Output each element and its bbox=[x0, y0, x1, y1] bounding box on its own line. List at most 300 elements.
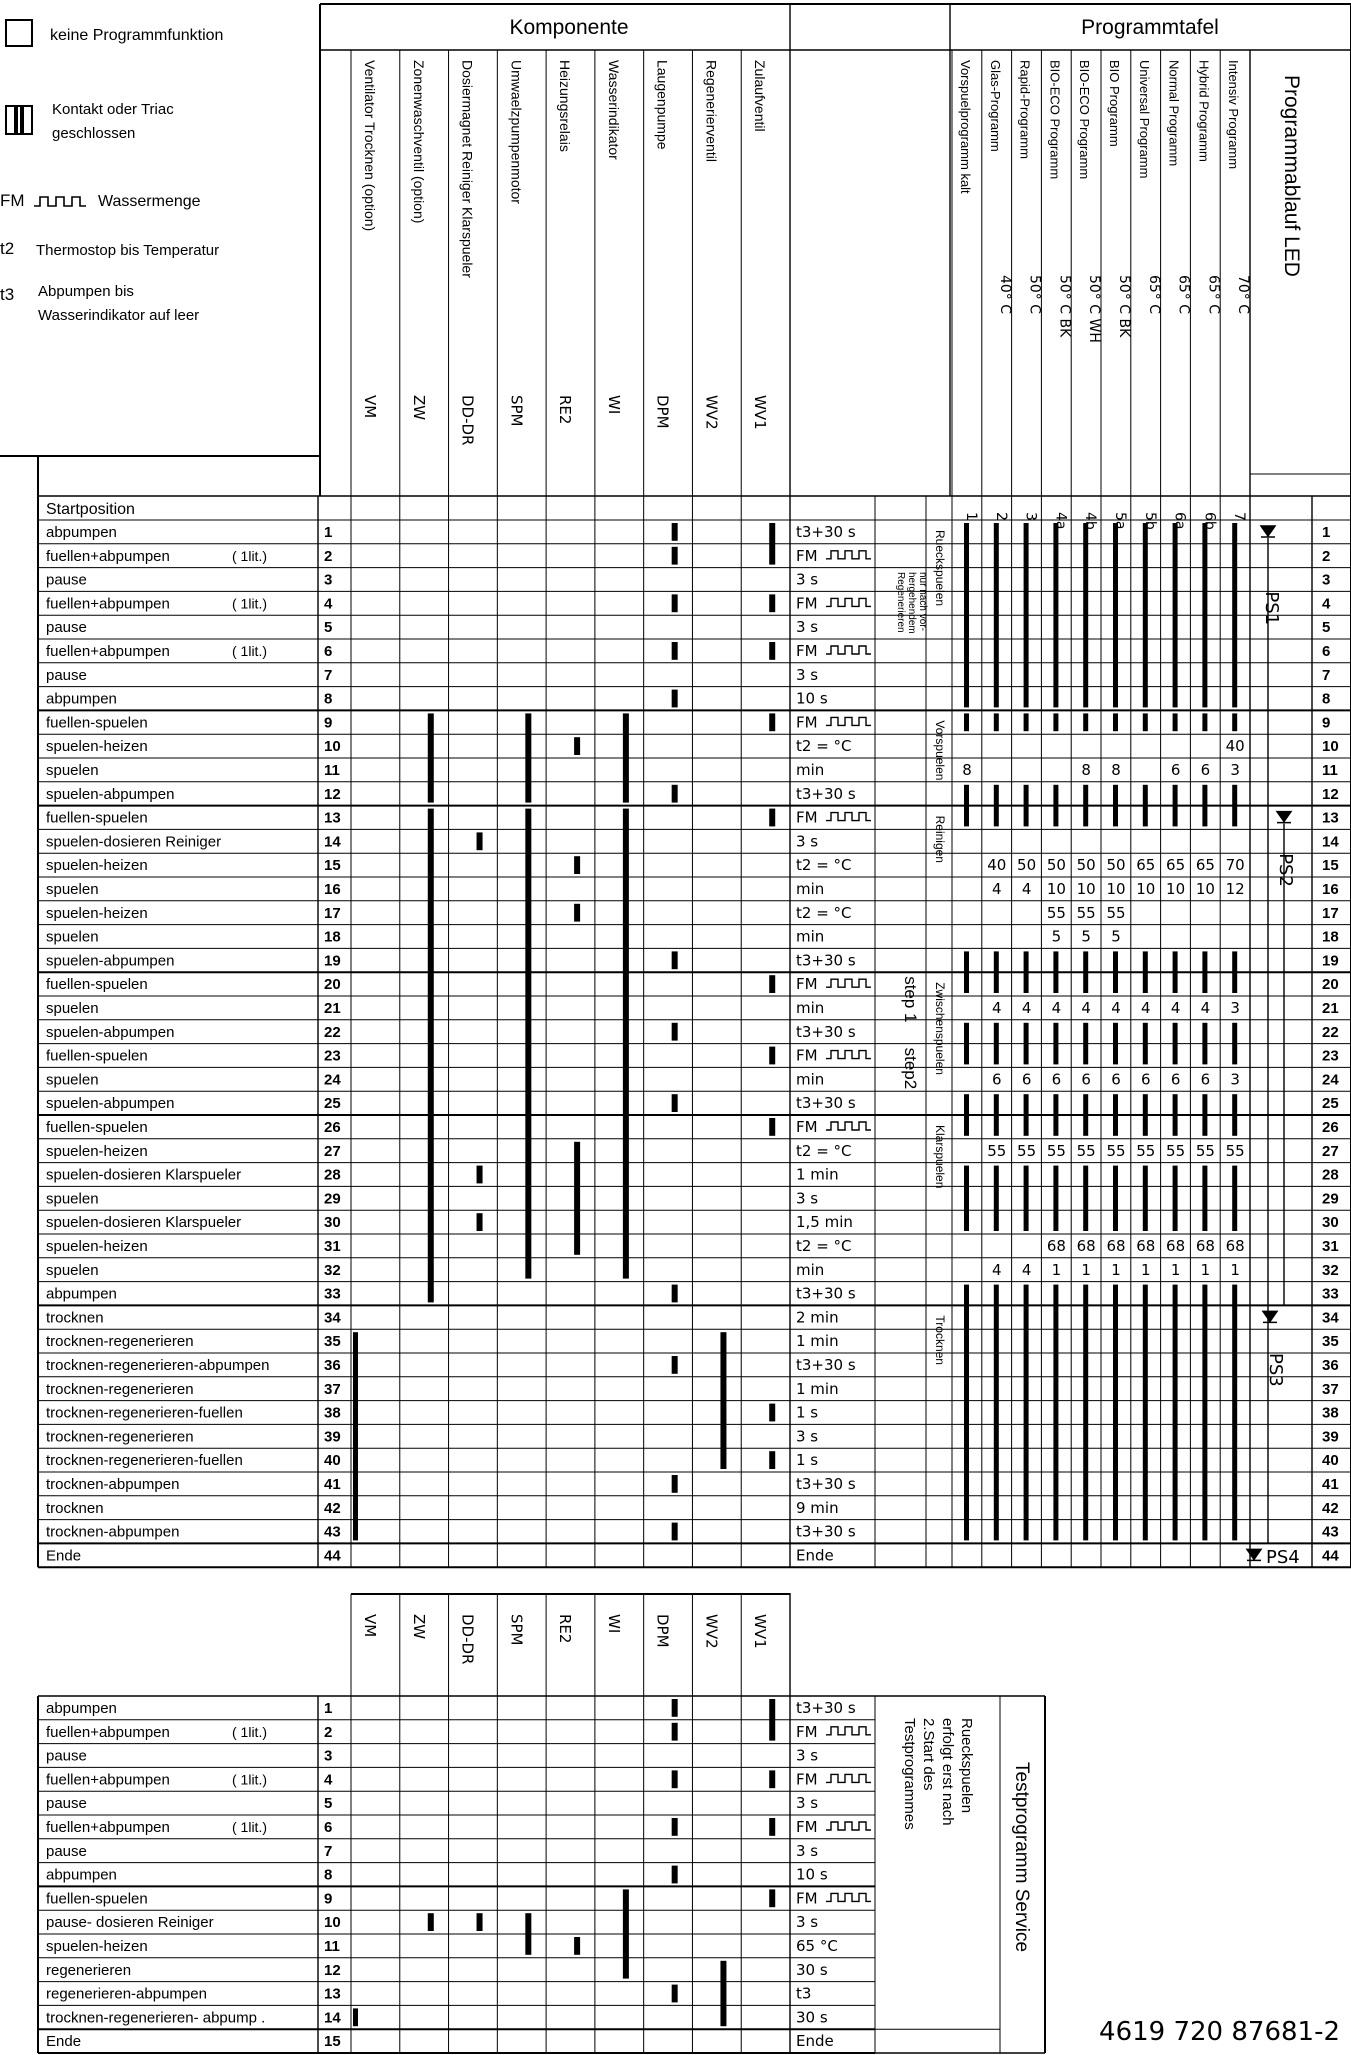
program-id: 6b bbox=[1201, 512, 1218, 530]
step-number: 13 bbox=[324, 809, 341, 827]
value-cell: 55 bbox=[987, 1141, 1007, 1160]
program-bar bbox=[1083, 713, 1088, 731]
step-name: trocknen-abpumpen bbox=[46, 1476, 180, 1493]
step-number: 31 bbox=[324, 1238, 341, 1255]
value-cell: 6 bbox=[992, 1070, 1002, 1089]
component-code: DPM bbox=[653, 395, 672, 429]
program-bar bbox=[994, 1285, 999, 1541]
program-name: Rapid-Programm bbox=[1017, 60, 1033, 159]
service-bar bbox=[623, 1889, 629, 1978]
step-time: FM bbox=[796, 546, 818, 565]
legend-fm-text: Wassermenge bbox=[98, 193, 201, 210]
service-step-name: trocknen-regenerieren- abpump . bbox=[46, 2009, 266, 2027]
value-cell: 68 bbox=[1136, 1237, 1156, 1255]
service-step-name: Ende bbox=[46, 2033, 82, 2051]
step-time: t3+30 s bbox=[796, 784, 856, 803]
service-step-time: 3 s bbox=[796, 1841, 819, 1860]
component-name: Dosiermagnet Reiniger Klarspueler bbox=[459, 60, 476, 278]
program-bar bbox=[994, 1023, 999, 1065]
step-name: spuelen-heizen bbox=[46, 857, 148, 875]
value-cell: 55 bbox=[1166, 1141, 1186, 1160]
program-bar bbox=[1232, 523, 1237, 707]
program-bar bbox=[994, 1094, 999, 1136]
step-time: 1 min bbox=[796, 1332, 839, 1351]
component-bar bbox=[672, 951, 678, 969]
value-cell: 4 bbox=[992, 880, 1002, 898]
program-id: 4a bbox=[1052, 512, 1069, 530]
program-bar bbox=[1113, 785, 1118, 827]
component-bar bbox=[769, 594, 775, 612]
led-row-number: 25 bbox=[1322, 1095, 1339, 1113]
step-number: 27 bbox=[324, 1142, 341, 1160]
program-bar bbox=[1113, 1166, 1118, 1231]
step-time: 1,5 min bbox=[796, 1213, 853, 1232]
component-bar bbox=[769, 975, 775, 993]
component-code: RE2 bbox=[556, 395, 575, 425]
step-name: fuellen-spuelen bbox=[46, 1119, 148, 1136]
led-row-number: 20 bbox=[1322, 976, 1339, 994]
step-name: spuelen bbox=[46, 1000, 99, 1017]
led-row-number: 7 bbox=[1322, 666, 1331, 684]
program-bar bbox=[1053, 1166, 1058, 1231]
value-cell: 10 bbox=[1076, 880, 1096, 898]
service-step-name: fuellen+abpumpen bbox=[46, 1723, 170, 1741]
component-bar bbox=[672, 690, 678, 708]
service-component-code: DD-DR bbox=[458, 1614, 477, 1665]
program-bar bbox=[994, 951, 999, 993]
service-step-time: FM bbox=[796, 1889, 818, 1908]
program-id: 6a bbox=[1171, 512, 1188, 530]
led-row-number: 23 bbox=[1322, 1047, 1339, 1065]
step-time: 9 min bbox=[796, 1498, 839, 1517]
service-step-time: 3 s bbox=[796, 1746, 819, 1765]
service-note: Testprogrammes bbox=[901, 1718, 918, 1830]
programmtafel-title: Programmtafel bbox=[1081, 16, 1219, 39]
step-time: 3 s bbox=[796, 665, 819, 684]
pulse-icon bbox=[826, 1122, 871, 1130]
step-time: min bbox=[796, 927, 825, 946]
step-number: 4 bbox=[324, 595, 333, 613]
step-name: spuelen bbox=[46, 762, 99, 779]
service-bar bbox=[720, 1961, 726, 2026]
legend-t3-2: Wasserindikator auf leer bbox=[38, 307, 200, 324]
step-name: abpumpen bbox=[46, 690, 117, 708]
value-cell: 68 bbox=[1225, 1237, 1245, 1255]
led-row-number: 33 bbox=[1322, 1285, 1339, 1303]
step-time: t3+30 s bbox=[796, 1094, 856, 1113]
program-bar bbox=[1173, 523, 1178, 707]
service-step-number: 2 bbox=[324, 1723, 333, 1741]
component-bar bbox=[769, 1404, 775, 1422]
phase-sub: step2 bbox=[901, 1047, 920, 1090]
value-cell: 10 bbox=[1195, 880, 1215, 898]
program-bar bbox=[1053, 785, 1058, 827]
program-bar bbox=[1113, 951, 1118, 993]
program-bar bbox=[1143, 785, 1148, 827]
service-step-number: 6 bbox=[324, 1819, 333, 1836]
value-cell: 1 bbox=[1230, 1260, 1240, 1279]
step-time: 3 s bbox=[796, 570, 819, 589]
value-cell: 6 bbox=[1141, 1070, 1151, 1089]
value-cell: 6 bbox=[1081, 1070, 1091, 1089]
program-bar bbox=[1143, 1285, 1148, 1541]
step-name: spuelen-abpumpen bbox=[46, 785, 175, 803]
step-name: pause bbox=[46, 666, 87, 684]
component-bar bbox=[672, 1023, 678, 1041]
component-bar bbox=[574, 1142, 580, 1255]
program-bar bbox=[1173, 1166, 1178, 1231]
step-name: fuellen-spuelen bbox=[46, 1047, 148, 1065]
component-name: Ventilator Trocknen (option) bbox=[362, 60, 378, 232]
component-code: DD-DR bbox=[458, 395, 477, 446]
service-step-number: 4 bbox=[324, 1771, 333, 1789]
component-bar bbox=[672, 1285, 678, 1303]
program-bar bbox=[1083, 1094, 1088, 1136]
value-cell: 55 bbox=[1106, 1141, 1126, 1160]
service-bar bbox=[769, 1770, 775, 1788]
legend-contact-2: geschlossen bbox=[52, 125, 136, 142]
program-bar bbox=[1083, 523, 1088, 707]
program-bar bbox=[1083, 785, 1088, 827]
led-row-number: 13 bbox=[1322, 809, 1339, 827]
legend-t2-text: Thermostop bis Temperatur bbox=[36, 242, 220, 259]
led-row-number: 39 bbox=[1322, 1428, 1339, 1446]
component-bar bbox=[720, 1332, 726, 1469]
program-bar bbox=[1202, 1166, 1207, 1231]
service-step-name: fuellen-spuelen bbox=[46, 1890, 148, 1908]
service-step-name: pause- dosieren Reiniger bbox=[46, 1914, 214, 1932]
component-bar bbox=[477, 1166, 483, 1184]
step-time: min bbox=[796, 1260, 825, 1279]
program-bar bbox=[1024, 785, 1029, 827]
value-cell: 1 bbox=[1200, 1260, 1211, 1279]
led-row-number: 35 bbox=[1322, 1333, 1339, 1351]
value-cell: 5 bbox=[1081, 927, 1091, 946]
step-time: Ende bbox=[796, 1546, 834, 1565]
pulse-icon bbox=[826, 598, 871, 606]
marker-icon bbox=[1263, 1311, 1277, 1322]
program-bar bbox=[1202, 1094, 1207, 1136]
service-step-time: 30 s bbox=[796, 2008, 828, 2027]
program-bar bbox=[1232, 713, 1237, 731]
value-cell: 68 bbox=[1046, 1237, 1066, 1255]
step-number: 7 bbox=[324, 666, 333, 684]
step-name: abpumpen bbox=[46, 524, 117, 541]
value-cell: 55 bbox=[1106, 903, 1126, 922]
service-step-extra: ( 1lit.) bbox=[232, 1819, 267, 1835]
value-cell: 4 bbox=[1141, 999, 1151, 1017]
service-step-number: 13 bbox=[324, 1985, 341, 2003]
component-bar bbox=[525, 809, 531, 1279]
ps-label: PS2 bbox=[1275, 853, 1296, 887]
component-name: Wasserindikator bbox=[605, 60, 622, 160]
step-time: 10 s bbox=[796, 689, 828, 708]
step-number: 38 bbox=[324, 1404, 341, 1422]
service-bar bbox=[672, 1818, 678, 1836]
program-bar bbox=[1053, 951, 1058, 993]
step-number: 28 bbox=[324, 1166, 341, 1184]
component-bar bbox=[672, 547, 678, 565]
service-bar bbox=[353, 2008, 358, 2026]
service-step-extra: ( 1lit.) bbox=[232, 1771, 267, 1788]
step-time: t3+30 s bbox=[796, 1475, 856, 1493]
step-time: 1 min bbox=[796, 1379, 839, 1398]
step-number: 3 bbox=[324, 571, 333, 589]
service-component-code: DPM bbox=[653, 1614, 672, 1648]
service-bar bbox=[525, 1913, 531, 1955]
program-bar bbox=[1024, 1023, 1029, 1065]
program-name: BIO Programm bbox=[1107, 60, 1122, 147]
program-id: 4b bbox=[1082, 512, 1099, 530]
service-step-time: Ende bbox=[796, 2032, 834, 2051]
program-temp: 70° C bbox=[1235, 275, 1252, 315]
step-time: FM bbox=[796, 713, 818, 732]
step-number: 9 bbox=[324, 714, 333, 732]
step-name: fuellen-spuelen bbox=[46, 714, 148, 732]
step-time: FM bbox=[796, 642, 818, 660]
value-cell: 70 bbox=[1225, 856, 1245, 875]
step-time: t2 = °C bbox=[796, 903, 852, 922]
value-cell: 4 bbox=[1200, 999, 1211, 1017]
step-number: 6 bbox=[324, 643, 333, 660]
service-bar bbox=[574, 1937, 580, 1955]
step-time: t3+30 s bbox=[796, 523, 856, 541]
program-bar bbox=[1053, 1094, 1058, 1136]
step-time: t3+30 s bbox=[796, 1284, 856, 1303]
program-bar bbox=[1143, 523, 1148, 707]
service-bar bbox=[769, 1889, 775, 1907]
service-step-number: 8 bbox=[324, 1866, 333, 1884]
component-bar bbox=[672, 642, 678, 660]
step-extra: ( 1lit.) bbox=[232, 547, 267, 564]
service-step-number: 11 bbox=[324, 1938, 340, 1955]
program-id: 7 bbox=[1231, 512, 1248, 521]
step-name: spuelen-heizen bbox=[46, 1142, 148, 1160]
step-time: 3 s bbox=[796, 1189, 819, 1208]
legend-fm-sym: FM bbox=[0, 191, 25, 210]
pulse-icon bbox=[826, 1727, 871, 1735]
service-bar bbox=[672, 1866, 678, 1884]
program-bar bbox=[1232, 1023, 1237, 1065]
step-name: trocknen-regenerieren bbox=[46, 1380, 194, 1398]
service-step-number: 1 bbox=[324, 1700, 333, 1717]
program-name: BIO-ECO Programm bbox=[1077, 60, 1093, 180]
component-bar bbox=[574, 904, 580, 922]
program-bar bbox=[964, 523, 969, 707]
value-cell: 10 bbox=[1166, 880, 1186, 898]
ps-label: PS1 bbox=[1261, 591, 1282, 626]
step-time: FM bbox=[796, 975, 818, 994]
component-bar bbox=[672, 1475, 678, 1493]
component-bar bbox=[769, 713, 775, 731]
phase-label: Rueckspuelen bbox=[933, 530, 947, 607]
program-bar bbox=[1143, 951, 1148, 993]
value-cell: 4 bbox=[992, 999, 1002, 1017]
service-step-name: fuellen+abpumpen bbox=[46, 1819, 170, 1836]
component-bar bbox=[672, 1356, 678, 1374]
step-time: FM bbox=[796, 1118, 818, 1136]
value-cell: 3 bbox=[1230, 761, 1240, 779]
step-time: 3 s bbox=[796, 1427, 819, 1446]
service-bar bbox=[672, 1723, 678, 1741]
step-name: spuelen-dosieren Reiniger bbox=[46, 833, 222, 851]
component-code: WV2 bbox=[702, 395, 721, 430]
service-note: 2.Start des bbox=[920, 1718, 937, 1791]
led-row-number: 31 bbox=[1322, 1238, 1339, 1255]
led-row-number: 5 bbox=[1322, 619, 1331, 637]
step-number: 23 bbox=[324, 1047, 341, 1065]
led-row-number: 6 bbox=[1322, 643, 1331, 660]
step-time: 1 s bbox=[796, 1451, 819, 1470]
component-bar bbox=[574, 737, 580, 755]
component-bar bbox=[477, 832, 483, 850]
legend bbox=[0, 20, 223, 324]
pulse-icon bbox=[826, 1893, 871, 1901]
step-number: 11 bbox=[324, 762, 340, 779]
program-bar bbox=[964, 713, 969, 731]
value-cell: 4 bbox=[1021, 1260, 1032, 1279]
value-cell: 1 bbox=[1141, 1260, 1151, 1279]
phase-sub: step 1 bbox=[901, 976, 920, 1023]
service-step-name: spuelen-heizen bbox=[46, 1938, 148, 1955]
program-bar bbox=[1113, 1023, 1118, 1065]
step-extra: ( 1lit.) bbox=[232, 595, 267, 612]
phase-sub: nur nach vor- bbox=[917, 572, 928, 631]
program-bar bbox=[1232, 1166, 1237, 1231]
step-name: fuellen+abpumpen bbox=[46, 547, 170, 565]
led-row-number: 4 bbox=[1322, 595, 1331, 613]
led-row-number: 3 bbox=[1322, 571, 1331, 589]
component-code: WV1 bbox=[751, 395, 770, 430]
program-bar bbox=[1024, 523, 1029, 707]
service-bar bbox=[769, 1818, 775, 1836]
component-name: Zonenwaschventil (option) bbox=[410, 60, 427, 224]
value-cell: 1 bbox=[1111, 1260, 1121, 1279]
service-step-time: 3 s bbox=[796, 1794, 819, 1813]
value-cell: 8 bbox=[962, 761, 972, 779]
step-name: trocknen-regenerieren bbox=[46, 1428, 194, 1446]
program-temp: 65° C bbox=[1175, 275, 1192, 315]
led-row-number: 44 bbox=[1322, 1547, 1339, 1565]
value-cell: 68 bbox=[1076, 1237, 1096, 1255]
value-cell: 55 bbox=[1076, 903, 1096, 922]
program-bar bbox=[1053, 1285, 1058, 1541]
component-bar bbox=[672, 1094, 678, 1112]
service-step-time: FM bbox=[796, 1722, 818, 1741]
component-code: ZW bbox=[409, 395, 428, 421]
ps-label: PS4 bbox=[1266, 1547, 1300, 1569]
step-name: trocknen bbox=[46, 1309, 104, 1327]
legend-t3-sym: t3 bbox=[0, 285, 15, 304]
led-row-number: 21 bbox=[1322, 1000, 1339, 1017]
value-cell: 4 bbox=[1021, 999, 1032, 1017]
service-step-name: fuellen+abpumpen bbox=[46, 1771, 170, 1789]
value-cell: 3 bbox=[1230, 999, 1240, 1017]
service-step-time: t3+30 s bbox=[796, 1699, 856, 1717]
program-bar bbox=[1173, 951, 1178, 993]
component-bar bbox=[623, 713, 629, 802]
program-bar bbox=[1143, 1166, 1148, 1231]
service-step-name: pause bbox=[46, 1795, 87, 1813]
service-step-number: 15 bbox=[324, 2033, 341, 2051]
service-bar bbox=[672, 1770, 678, 1788]
service-component-code: WV2 bbox=[702, 1614, 721, 1649]
program-bar bbox=[1202, 713, 1207, 731]
service-step-time: FM bbox=[796, 1770, 818, 1789]
value-cell: 4 bbox=[1170, 999, 1181, 1017]
program-bar bbox=[964, 951, 969, 993]
program-bar bbox=[1083, 1166, 1088, 1231]
pulse-icon bbox=[826, 813, 871, 821]
program-bar bbox=[1232, 1094, 1237, 1136]
pulse-icon bbox=[826, 1051, 871, 1059]
program-bar bbox=[1083, 1285, 1088, 1541]
legend-contact-1: Kontakt oder Triac bbox=[52, 101, 174, 118]
component-bar bbox=[769, 642, 775, 660]
program-bar bbox=[1053, 1023, 1058, 1065]
step-number: 1 bbox=[324, 524, 333, 541]
pulse-icon bbox=[826, 646, 871, 654]
service-step-name: abpumpen bbox=[46, 1866, 117, 1884]
component-name: Heizungsrelais bbox=[557, 60, 574, 152]
led-row-number: 29 bbox=[1322, 1190, 1339, 1208]
phase-label: Klarspuelen bbox=[933, 1125, 947, 1189]
step-name: trocknen-regenerieren-fuellen bbox=[46, 1404, 243, 1422]
program-bar bbox=[1024, 713, 1029, 731]
step-name: pause bbox=[46, 619, 87, 637]
step-time: t2 = °C bbox=[796, 1237, 852, 1255]
step-name: fuellen-spuelen bbox=[46, 976, 148, 994]
service-step-time: 30 s bbox=[796, 1960, 828, 1979]
step-name: trocknen bbox=[46, 1499, 104, 1517]
step-name: spuelen-abpumpen bbox=[46, 1095, 175, 1113]
component-name: Regenerierventil bbox=[703, 60, 720, 162]
led-row-number: 16 bbox=[1322, 881, 1339, 898]
program-bar bbox=[1202, 1023, 1207, 1065]
program-bar bbox=[1202, 951, 1207, 993]
step-name: spuelen-abpumpen bbox=[46, 1023, 175, 1041]
step-name: spuelen bbox=[46, 1261, 99, 1279]
service-step-number: 5 bbox=[324, 1795, 333, 1813]
komponente-title: Komponente bbox=[509, 16, 629, 39]
value-cell: 6 bbox=[1021, 1070, 1032, 1089]
step-number: 17 bbox=[324, 904, 341, 922]
value-cell: 1 bbox=[1081, 1260, 1091, 1279]
step-time: min bbox=[796, 999, 825, 1017]
component-bar bbox=[769, 1118, 775, 1136]
component-bar bbox=[525, 713, 531, 802]
step-time: 1 min bbox=[796, 1165, 839, 1184]
program-id: 3 bbox=[1022, 512, 1039, 521]
marker-icon bbox=[1247, 1549, 1261, 1560]
step-number: 29 bbox=[324, 1190, 341, 1208]
service-step-name: pause bbox=[46, 1842, 87, 1860]
program-bar bbox=[1173, 1023, 1178, 1065]
service-step-time: 3 s bbox=[796, 1913, 819, 1932]
program-bar bbox=[1024, 1285, 1029, 1541]
legend-t3-1: Abpumpen bis bbox=[38, 283, 134, 300]
value-cell: 55 bbox=[1195, 1141, 1215, 1160]
step-number: 34 bbox=[324, 1309, 341, 1327]
step-time: t3+30 s bbox=[796, 1522, 856, 1541]
value-cell: 6 bbox=[1051, 1070, 1062, 1089]
program-bar bbox=[1053, 713, 1058, 731]
service-step-name: regenerieren bbox=[46, 1961, 132, 1979]
value-cell: 10 bbox=[1106, 880, 1126, 898]
program-id: 5b bbox=[1141, 512, 1158, 530]
legend-t2-sym: t2 bbox=[0, 239, 15, 258]
value-cell: 55 bbox=[1046, 1141, 1066, 1160]
